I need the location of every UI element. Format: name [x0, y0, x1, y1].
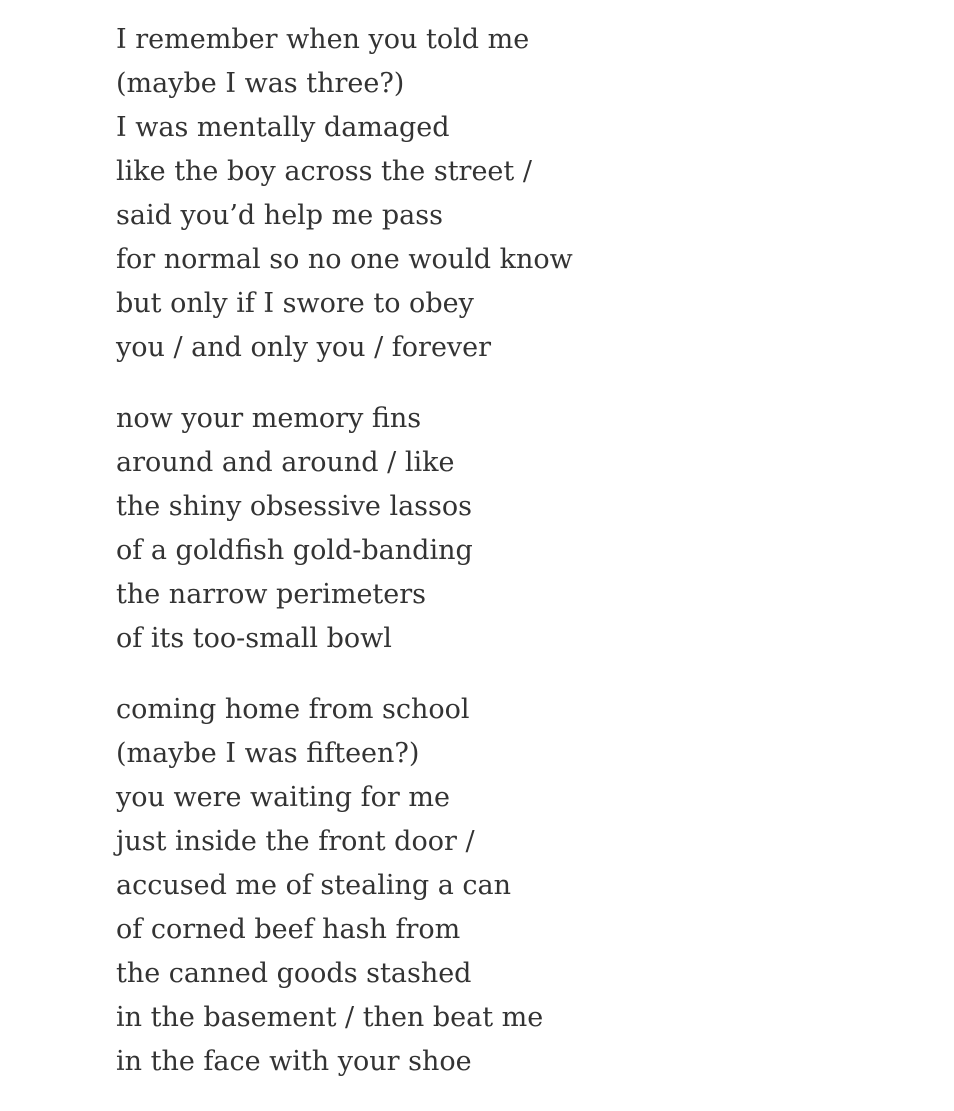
poem-line: you were waiting for me	[116, 782, 450, 813]
poem-line: of a goldfish gold-banding	[116, 535, 473, 566]
poem-line: for normal so no one would know	[116, 244, 573, 275]
poem-line: in the face with your shoe	[116, 1046, 472, 1077]
poem-line: but only if I swore to obey	[116, 288, 474, 319]
poem-line: the canned goods stashed	[116, 958, 472, 989]
poem-line: I remember when you told me	[116, 24, 530, 55]
poem-line: (maybe I was three?)	[116, 68, 405, 99]
stanza-1	[116, 18, 916, 370]
poem-line: like the boy across the street /	[116, 156, 532, 187]
poem-line: now your memory fins	[116, 403, 422, 434]
poem-line: I was mentally damaged	[116, 112, 450, 143]
poem-line: said you’d help me pass	[116, 200, 443, 231]
poem-line: you / and only you / forever	[116, 332, 492, 363]
poem-line: (maybe I was fifteen?)	[116, 738, 420, 769]
poem-line: the narrow perimeters	[116, 579, 427, 610]
poem-line: of corned beef hash from	[116, 914, 461, 945]
poem-line: in the basement / then beat me	[116, 1002, 544, 1033]
stanza-3	[116, 688, 916, 1084]
poem-line: just inside the front door /	[116, 826, 475, 857]
poem-line: coming home from school	[116, 694, 470, 725]
poem-line: the shiny obsessive lassos	[116, 491, 472, 522]
poem-line: accused me of stealing a can	[116, 870, 512, 901]
stanza-2	[116, 397, 916, 661]
poem-line: around and around / like	[116, 447, 455, 478]
poem-line: of its too-small bowl	[116, 623, 392, 654]
poem	[116, 18, 916, 1111]
